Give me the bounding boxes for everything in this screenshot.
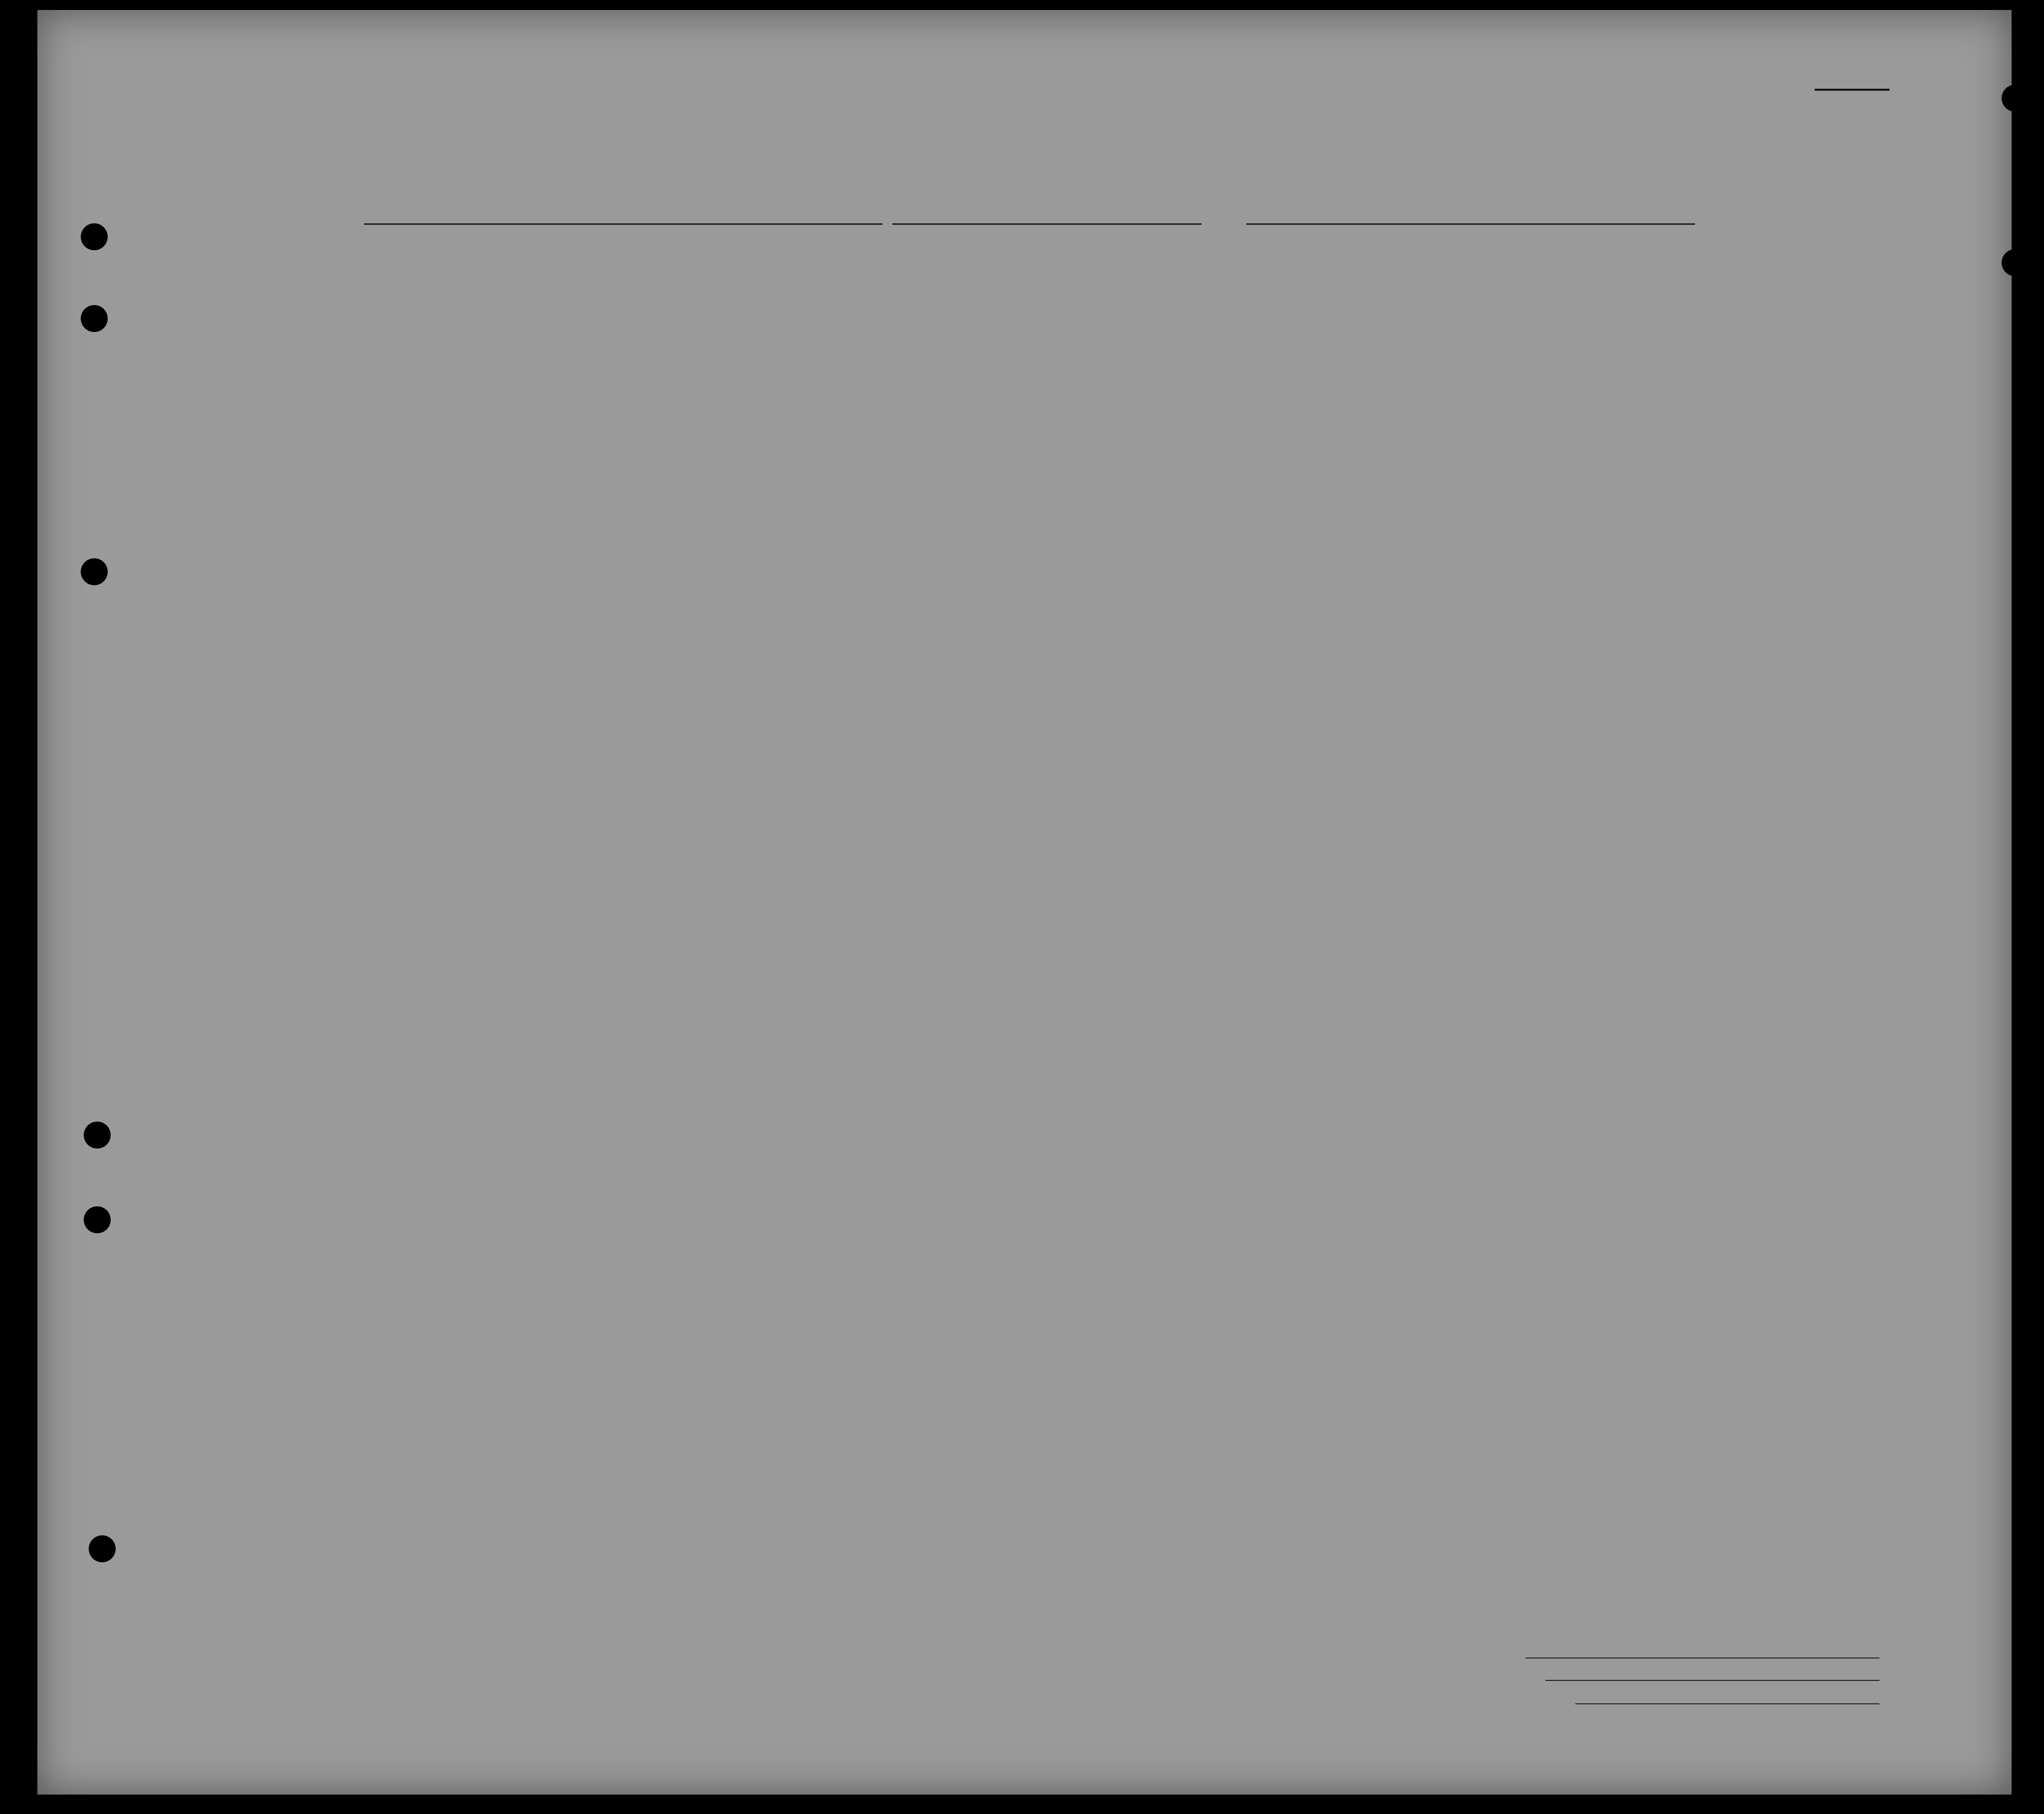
binder-hole — [84, 1122, 111, 1149]
binder-hole — [81, 305, 108, 332]
year-underline — [1246, 223, 1695, 225]
manifest-sheet — [37, 10, 2012, 1795]
binder-hole — [2002, 85, 2029, 112]
line-underline — [1526, 1657, 1879, 1658]
list-underline — [1815, 89, 1889, 91]
agents-underline — [1575, 1703, 1879, 1704]
binder-hole — [81, 558, 108, 585]
binder-hole — [81, 223, 108, 250]
binder-hole — [84, 1206, 111, 1233]
arrival-underline — [364, 223, 882, 225]
binder-hole — [89, 1535, 116, 1562]
owners-underline — [1545, 1680, 1879, 1681]
date-underline — [892, 223, 1201, 225]
binder-hole — [2002, 249, 2029, 276]
